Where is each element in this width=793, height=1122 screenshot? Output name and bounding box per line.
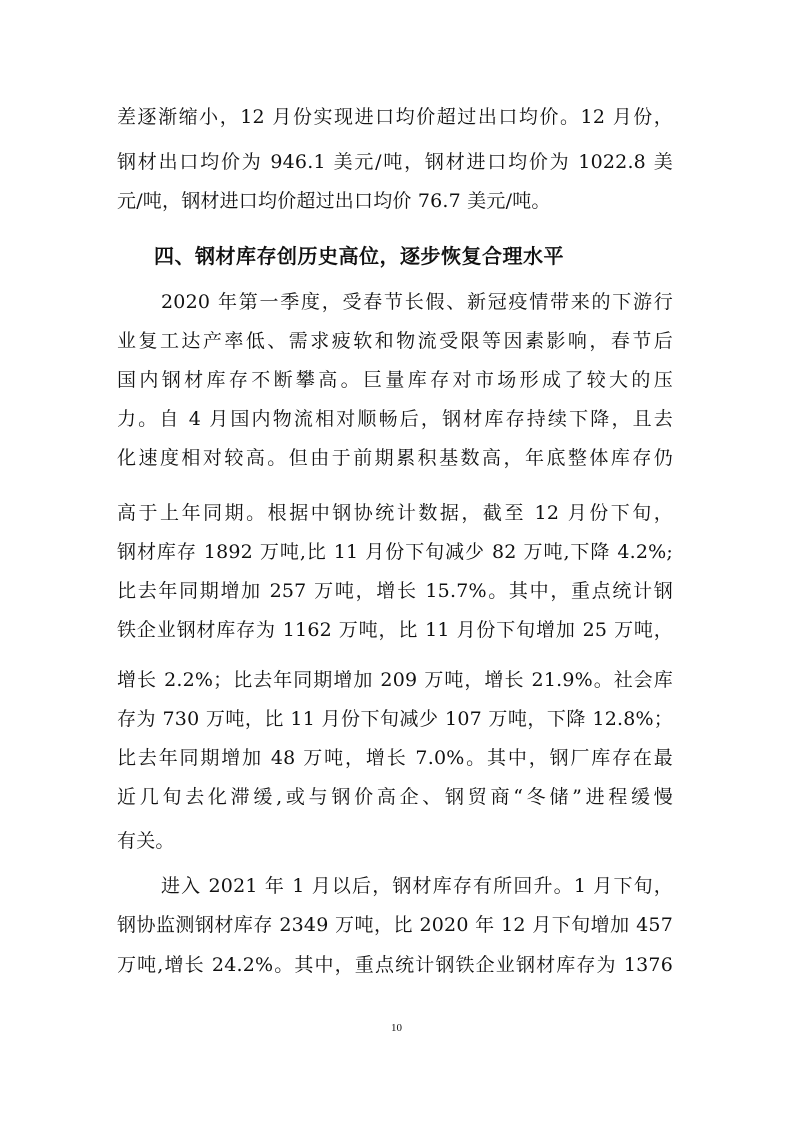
- paragraph-line: 业复工达产率低、需求疲软和物流受限等因素影响，春节后: [117, 330, 673, 352]
- paragraph-line: 铁企业钢材库存为 1162 万吨，比 11 月份下旬增加 25 万吨，: [117, 619, 673, 641]
- paragraph-line: 存为 730 万吨，比 11 月份下旬减少 107 万吨，下降 12.8%；: [117, 708, 673, 730]
- paragraph-line: 化速度相对较高。但由于前期累积基数高，年底整体库存仍: [117, 447, 673, 469]
- paragraph-line: 进入 2021 年 1 月以后，钢材库存有所回升。1 月下旬，: [161, 875, 673, 897]
- page-number: 10: [391, 1022, 402, 1034]
- paragraph-line: 近几旬去化滞缓,或与钢价高企、钢贸商“冬储”进程缓慢: [117, 786, 673, 808]
- paragraph-line: 钢材库存 1892 万吨,比 11 月份下旬减少 82 万吨,下降 4.2%;: [117, 541, 673, 563]
- section-heading: 四、钢材库存创历史高位，逐步恢复合理水平: [154, 244, 564, 268]
- paragraph-line: 钢协监测钢材库存 2349 万吨，比 2020 年 12 月下旬增加 457: [117, 914, 673, 936]
- paragraph-line: 比去年同期增加 257 万吨，增长 15.7%。其中，重点统计钢: [117, 580, 673, 602]
- paragraph-line: 钢材出口均价为 946.1 美元/吨，钢材进口均价为 1022.8 美: [117, 151, 673, 173]
- paragraph-line: 差逐渐缩小，12 月份实现进口均价超过出口均价。12 月份，: [117, 106, 673, 128]
- paragraph-line: 万吨,增长 24.2%。其中，重点统计钢铁企业钢材库存为 1376: [117, 954, 673, 976]
- paragraph-line: 2020 年第一季度，受春节长假、新冠疫情带来的下游行: [161, 291, 673, 313]
- paragraph-line: 高于上年同期。根据中钢协统计数据，截至 12 月份下旬，: [117, 502, 673, 524]
- paragraph-line: 元/吨，钢材进口均价超过出口均价 76.7 美元/吨。: [117, 190, 551, 212]
- paragraph-line: 增长 2.2%；比去年同期增加 209 万吨，增长 21.9%。社会库: [117, 669, 673, 691]
- paragraph-line: 力。自 4 月国内物流相对顺畅后，钢材库存持续下降，且去: [117, 408, 673, 430]
- paragraph-line: 有关。: [117, 830, 175, 852]
- paragraph-line: 国内钢材库存不断攀高。巨量库存对市场形成了较大的压: [117, 369, 673, 391]
- paragraph-line: 比去年同期增加 48 万吨，增长 7.0%。其中，钢厂库存在最: [117, 747, 673, 769]
